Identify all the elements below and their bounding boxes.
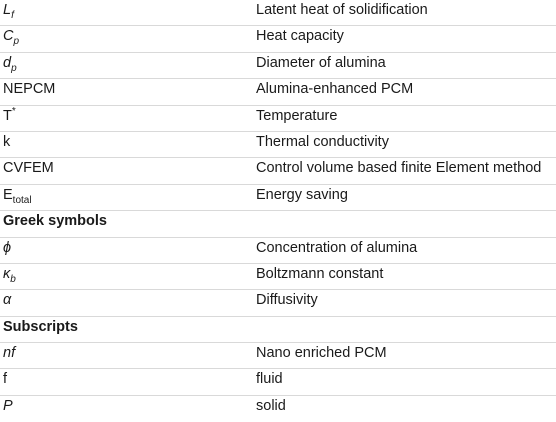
section-heading-row [0, 317, 556, 343]
symbol-superscript: * [11, 105, 16, 117]
description-cell: fluid [256, 371, 283, 388]
description-cell: Energy saving [256, 186, 348, 203]
symbol-cell: P [3, 397, 13, 414]
description-cell: Heat capacity [256, 28, 344, 45]
symbol-subscript: total [12, 194, 32, 206]
symbol-main: L [3, 2, 12, 18]
symbol-cell [3, 26, 19, 52]
symbol-main: E [3, 186, 13, 203]
symbol-main: C [3, 28, 14, 45]
symbol-main: κ [3, 265, 11, 282]
nomenclature-row [0, 264, 556, 290]
description-cell: Concentration of alumina [256, 239, 418, 256]
nomenclature-row [0, 238, 556, 264]
symbol-cell [3, 53, 17, 79]
nomenclature-row [0, 79, 556, 105]
description-cell: Diameter of alumina [256, 54, 386, 71]
description-cell: Boltzmann constant [256, 265, 384, 282]
nomenclature-row [0, 106, 556, 132]
symbol-cell: k [3, 133, 11, 150]
symbol-subscript: f [11, 10, 14, 21]
symbol-cell [3, 0, 14, 26]
nomenclature-row [0, 396, 556, 422]
symbol-subscript: p [11, 62, 17, 74]
description-cell: Nano enriched PCM [256, 345, 387, 362]
description-cell: Thermal conductivity [256, 133, 389, 150]
description-cell: Latent heat of solidification [256, 2, 428, 18]
description-cell: Temperature [256, 107, 338, 124]
symbol-cell: α [3, 292, 12, 309]
nomenclature-row [0, 53, 556, 79]
symbol-cell [3, 264, 16, 290]
nomenclature-row [0, 132, 556, 158]
nomenclature-row [0, 343, 556, 369]
nomenclature-row [0, 0, 556, 26]
section-heading-row [0, 211, 556, 237]
section-heading-greek-symbols: Greek symbols [3, 213, 107, 230]
symbol-cell: CVFEM [3, 160, 54, 177]
symbol-cell [3, 106, 16, 132]
symbol-main: T [3, 107, 12, 124]
symbol-cell: ϕ [3, 239, 12, 256]
description-cell: Control volume based finite Element method [256, 160, 542, 177]
symbol-main: d [3, 54, 12, 71]
section-heading-subscripts: Subscripts [3, 318, 78, 335]
symbol-cell: NEPCM [3, 81, 56, 98]
description-cell: solid [256, 397, 286, 414]
symbol-subscript: p [13, 36, 20, 48]
symbol-subscript: b [10, 273, 16, 285]
nomenclature-row [0, 185, 556, 211]
symbol-cell: f [3, 371, 8, 388]
nomenclature-row [0, 369, 556, 395]
description-cell: Alumina-enhanced PCM [256, 81, 414, 98]
symbol-cell: nf [3, 345, 16, 362]
nomenclature-row [0, 26, 556, 52]
nomenclature-row [0, 290, 556, 316]
description-cell: Diffusivity [256, 292, 318, 309]
symbol-cell [3, 185, 32, 211]
nomenclature-row [0, 158, 556, 184]
